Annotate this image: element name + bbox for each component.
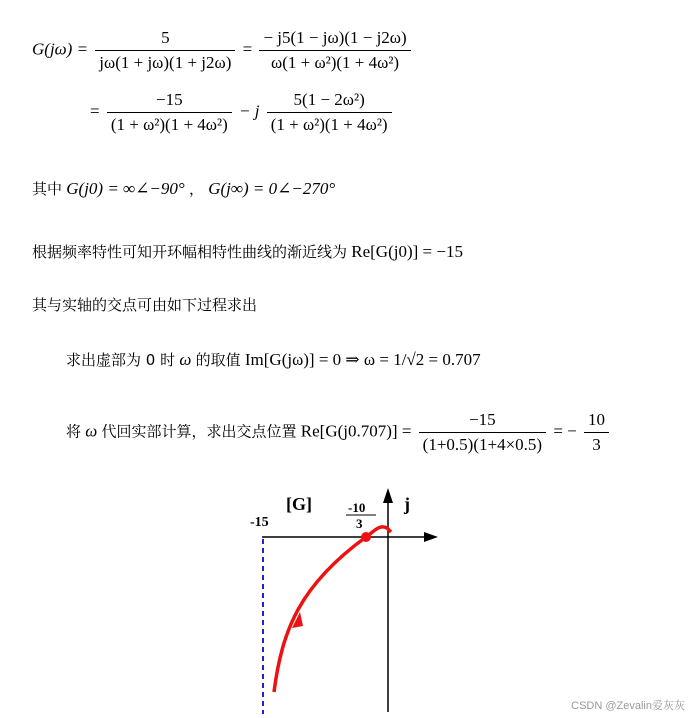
line7-f1-denominator: (1+0.5)(1+4×0.5) [419,432,546,455]
line6-text-b: 的取值 [195,351,241,369]
eq2-f2-numerator: 5(1 − 2ω²) [293,90,365,109]
eq1-f2-denominator: ω(1 + ω²)(1 + 4ω²) [259,50,410,73]
eq1-equals: = [242,39,253,59]
line3-expr1: G(j0) = ∞∠−90° [66,179,185,198]
line6-text-a: 求出虚部为 0 时 [66,351,176,369]
line7-text-a: 将 [66,422,82,441]
real-axis-arrow-icon [424,532,438,542]
watermark: CSDN @Zevalin爱灰灰 [571,700,685,712]
line7-text-b: 代回实部计算，求出交点位置 [101,422,297,441]
line7-equals: = − [553,421,577,441]
eq2-f1-numerator: −15 [156,90,183,109]
line3-expr2: G(j∞) = 0∠−270° [208,179,336,198]
line7-expr-lhs: Re[G(j0.707)] = [300,421,412,441]
line4-text: 根据频率特性可知开环幅相特性曲线的渐近线为 [32,243,348,261]
nyquist-curve [274,527,391,692]
line6-expr: Im[G(jω)] = 0 ⇒ ω = 1/√2 = 0.707 [244,350,481,369]
eq2-f1-denominator: (1 + ω²)(1 + 4ω²) [107,112,232,135]
eq1-f1-numerator: 5 [161,28,170,47]
eq2-f2-denominator: (1 + ω²)(1 + 4ω²) [267,112,392,135]
eq2-equals: = [90,101,100,121]
line4-expr: Re[G(j0)] = −15 [351,242,463,261]
plot-label-g: [G] [286,494,312,514]
line3-prefix: 其中 [32,180,63,198]
plot-label-cross-denominator: 3 [356,516,363,531]
imaginary-axis-arrow-icon [383,488,393,503]
line7-f1-numerator: −15 [469,410,496,429]
eq1-f1-denominator: jω(1 + jω)(1 + j2ω) [95,50,235,73]
plot-label-asymptote: -15 [250,515,269,530]
plot-label-j: j [404,494,410,514]
line3-separator: ， [188,180,204,198]
intersection-point [361,532,371,542]
line7-f2-numerator: 10 [588,410,606,429]
line6-omega: ω [179,350,192,369]
line7-f2-denominator: 3 [584,432,609,455]
line7-omega: ω [85,421,98,441]
eq1-f2-numerator: − j5(1 − jω)(1 − j2ω) [263,28,407,47]
eq2-minus-j: − j [239,101,260,121]
plot-label-cross-numerator: -10 [348,500,366,515]
eq1-lhs: G(jω) = [32,39,89,59]
line5-text: 其与实轴的交点可由如下过程求出 [32,296,258,314]
